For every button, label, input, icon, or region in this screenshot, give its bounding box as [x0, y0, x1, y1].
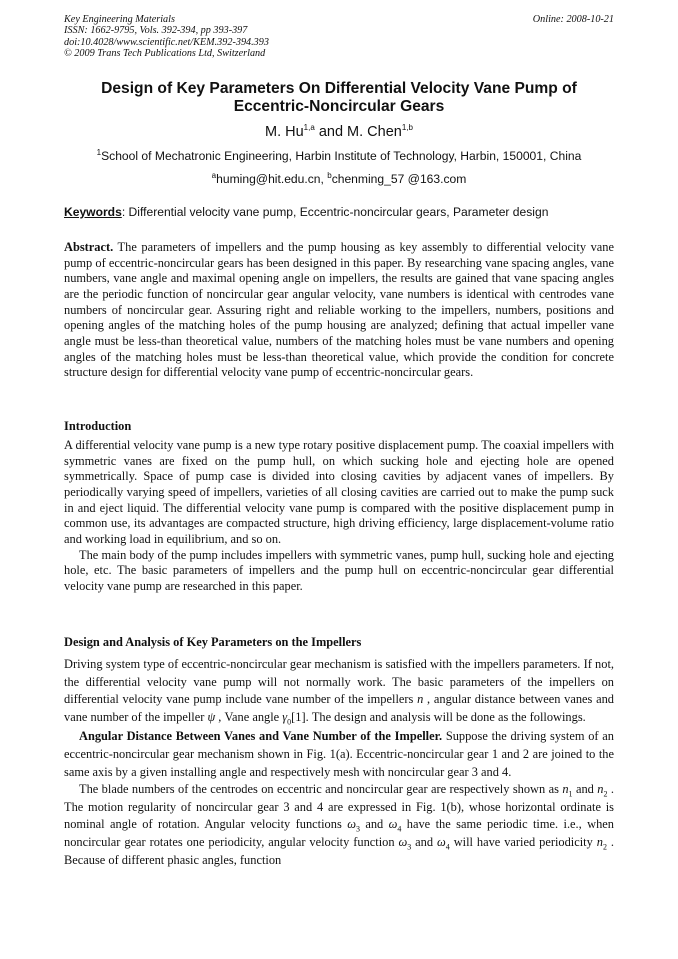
introduction-body	[64, 438, 614, 595]
affiliation	[0, 149, 678, 163]
copyright-line: © 2009 Trans Tech Publications Ltd, Switzerland	[64, 48, 266, 60]
design-paragraph-2	[64, 728, 614, 781]
subsection-label: Angular Distance Between Vanes and Vane Number of the Impeller.	[79, 729, 443, 744]
introduction-paragraph-2: The main body of the pump includes impellers with symmetric vanes, pump hull, sucking hole and ejecting hole, etc. The basic parameters of impellers and the pump hull on eccentric-noncircular gear differential velocity vane pump are researched in this paper.	[64, 547, 614, 593]
design-p3-text-e: have the same periodic time. i.e., when noncircular gear rotates one periodicity, angular velocity function	[64, 817, 614, 849]
design-p3-text-c: . The motion regularity of noncircular gear 3 and 4 are expressed in Fig. 1(b), whose horizontal ordinate is nominal angle of rotation. Angular velocity functions	[64, 782, 614, 832]
title-line-1: Design of Key Parameters On Differential Velocity Vane Pump of	[101, 80, 577, 97]
design-p1-text-d: [1]. The design and analysis will be done as the followings.	[291, 709, 586, 724]
keywords-text: Differential velocity vane pump, Eccentric-noncircular gears, Parameter design	[125, 205, 549, 219]
doi-line: doi:10.4028/www.scientific.net/KEM.392-394.393	[64, 36, 269, 48]
email-a: huming@hit.edu.cn,	[216, 172, 328, 186]
var-omega4: ω	[388, 817, 398, 832]
var-gamma-sub: 0	[287, 717, 292, 727]
var-omega3: ω	[347, 817, 356, 832]
design-heading: Design and Analysis of Key Parameters on the Impellers	[64, 635, 362, 649]
design-p2-text: Suppose the driving system of an eccentric-noncircular gear mechanism shown in Fig. 1(a). Eccentric-noncircular gear 1 and 2 are joined to the same axis by a given installing angle and respectively mesh with noncircular gear 3 and 4.	[64, 729, 615, 779]
design-paragraph-3	[64, 781, 614, 869]
var-n: n	[417, 692, 424, 707]
design-p3-text-g: will have varied periodicity	[449, 834, 597, 849]
var-psi: ψ	[207, 709, 216, 724]
design-p3-text-b: and	[572, 782, 598, 797]
online-date: Online: 2008-10-21	[532, 14, 614, 25]
var-gamma: γ	[282, 709, 288, 724]
author-2-affil: 1,b	[401, 123, 413, 133]
running-header	[64, 14, 614, 60]
design-p3-text-f: and	[411, 834, 437, 849]
issn-line: ISSN: 1662-9795, Vols. 392-394, pp 393-397	[64, 25, 248, 37]
paper-title	[64, 80, 614, 116]
keywords-label: Keywords	[64, 205, 122, 219]
design-p3-text-d: and	[359, 817, 389, 832]
design-p1-text-a: Driving system type of eccentric-noncircular gear mechanism is satisfied with the impellers parameters. If not, the differential velocity vane pump will not normally work. The basic parameters of the impellers on differential velocity vane pump include vane number of the impellers	[64, 657, 614, 707]
abstract-text: The parameters of impellers and the pump housing as key assembly to differential velocity vane pump of eccentric-noncircular gears has been designed in this paper. By researching vane spacing angles, vane numbers, vane angle and maximal opening angle on impellers, the results are gained that vane spacing angles are the periodic function of noncircular gear angular velocity, vane numbers is identical with centrodes vane numbers of noncircular gear. Assuring right and reliable working to the impellers, numbers, positions and opening angles of the matching holes of the pump housing are analyzed; defining that actual impeller vane angle must be less-than theoretical value, numbers of the matching holes must be vane numbers and opening angles of the matching holes must be less-than theoretical value, which provide the condition for concrete structure design for differential velocity vane pump of eccentric-noncircular gears.	[64, 240, 614, 380]
email-b: chenming_57 @163.com	[331, 172, 467, 186]
design-p1-text-c: , Vane angle	[215, 709, 283, 724]
introduction-paragraph-1: A differential velocity vane pump is a new type rotary positive displacement pump. The coaxial impellers with symmetric vanes are fixed on the pump hull, on which sucking hole and ejecting hole are opened symmetrically. Space of pump case is divided into closing cavities by adjacent vanes of impellers. By periodically varying speed of impellers, varieties of all closing cavities are carried out to make the pump suck in and eject liquid. The differential velocity vane pump is compared with the positive displacement pump in common use, its advantages are compacted structure, high driving efficiency, large displacement-volume ratio and working load in equilibrium, and so on.	[64, 438, 614, 546]
var-omega4-b-sub: 4	[445, 842, 450, 852]
design-p1-text-b: , angular distance between vanes and vane number of the impeller	[64, 692, 614, 724]
var-n1: n	[562, 782, 569, 797]
design-p3-text-h: . Because of different phasic angles, function	[64, 834, 614, 867]
var-n2-sub: 2	[603, 789, 608, 799]
authors	[0, 124, 678, 140]
author-emails	[0, 172, 678, 186]
author-2: and M. Chen	[314, 124, 402, 140]
keywords	[64, 205, 614, 219]
var-n2-b: n	[596, 834, 603, 849]
design-p3-text-a: The blade numbers of the centrodes on eccentric and noncircular gear are respectively shown as	[79, 782, 563, 797]
journal-name: Key Engineering Materials	[64, 14, 175, 25]
abstract	[64, 240, 614, 381]
affiliation-text: School of Mechatronic Engineering, Harbin Institute of Technology, Harbin, 150001, China	[101, 149, 582, 163]
var-omega3-b: ω	[398, 834, 408, 849]
abstract-label: Abstract.	[64, 240, 114, 254]
var-omega4-sub: 4	[397, 824, 402, 834]
email-b-marker: b	[327, 170, 332, 180]
title-line-2: Eccentric-Noncircular Gears	[233, 98, 445, 115]
email-a-marker: a	[211, 170, 217, 180]
var-n2-b-sub: 2	[602, 842, 607, 852]
keywords-colon: :	[121, 205, 126, 219]
var-omega3-sub: 3	[355, 824, 360, 834]
var-omega3-b-sub: 3	[407, 842, 412, 852]
design-paragraph-1	[64, 656, 614, 726]
author-1: M. Hu	[265, 124, 304, 140]
var-n1-sub: 1	[568, 789, 573, 799]
design-body	[64, 656, 614, 869]
var-n2: n	[597, 782, 604, 797]
affiliation-marker: 1	[96, 147, 102, 157]
introduction-heading: Introduction	[64, 419, 132, 433]
author-1-affil: 1,a	[303, 123, 315, 133]
var-omega4-b: ω	[437, 834, 446, 849]
